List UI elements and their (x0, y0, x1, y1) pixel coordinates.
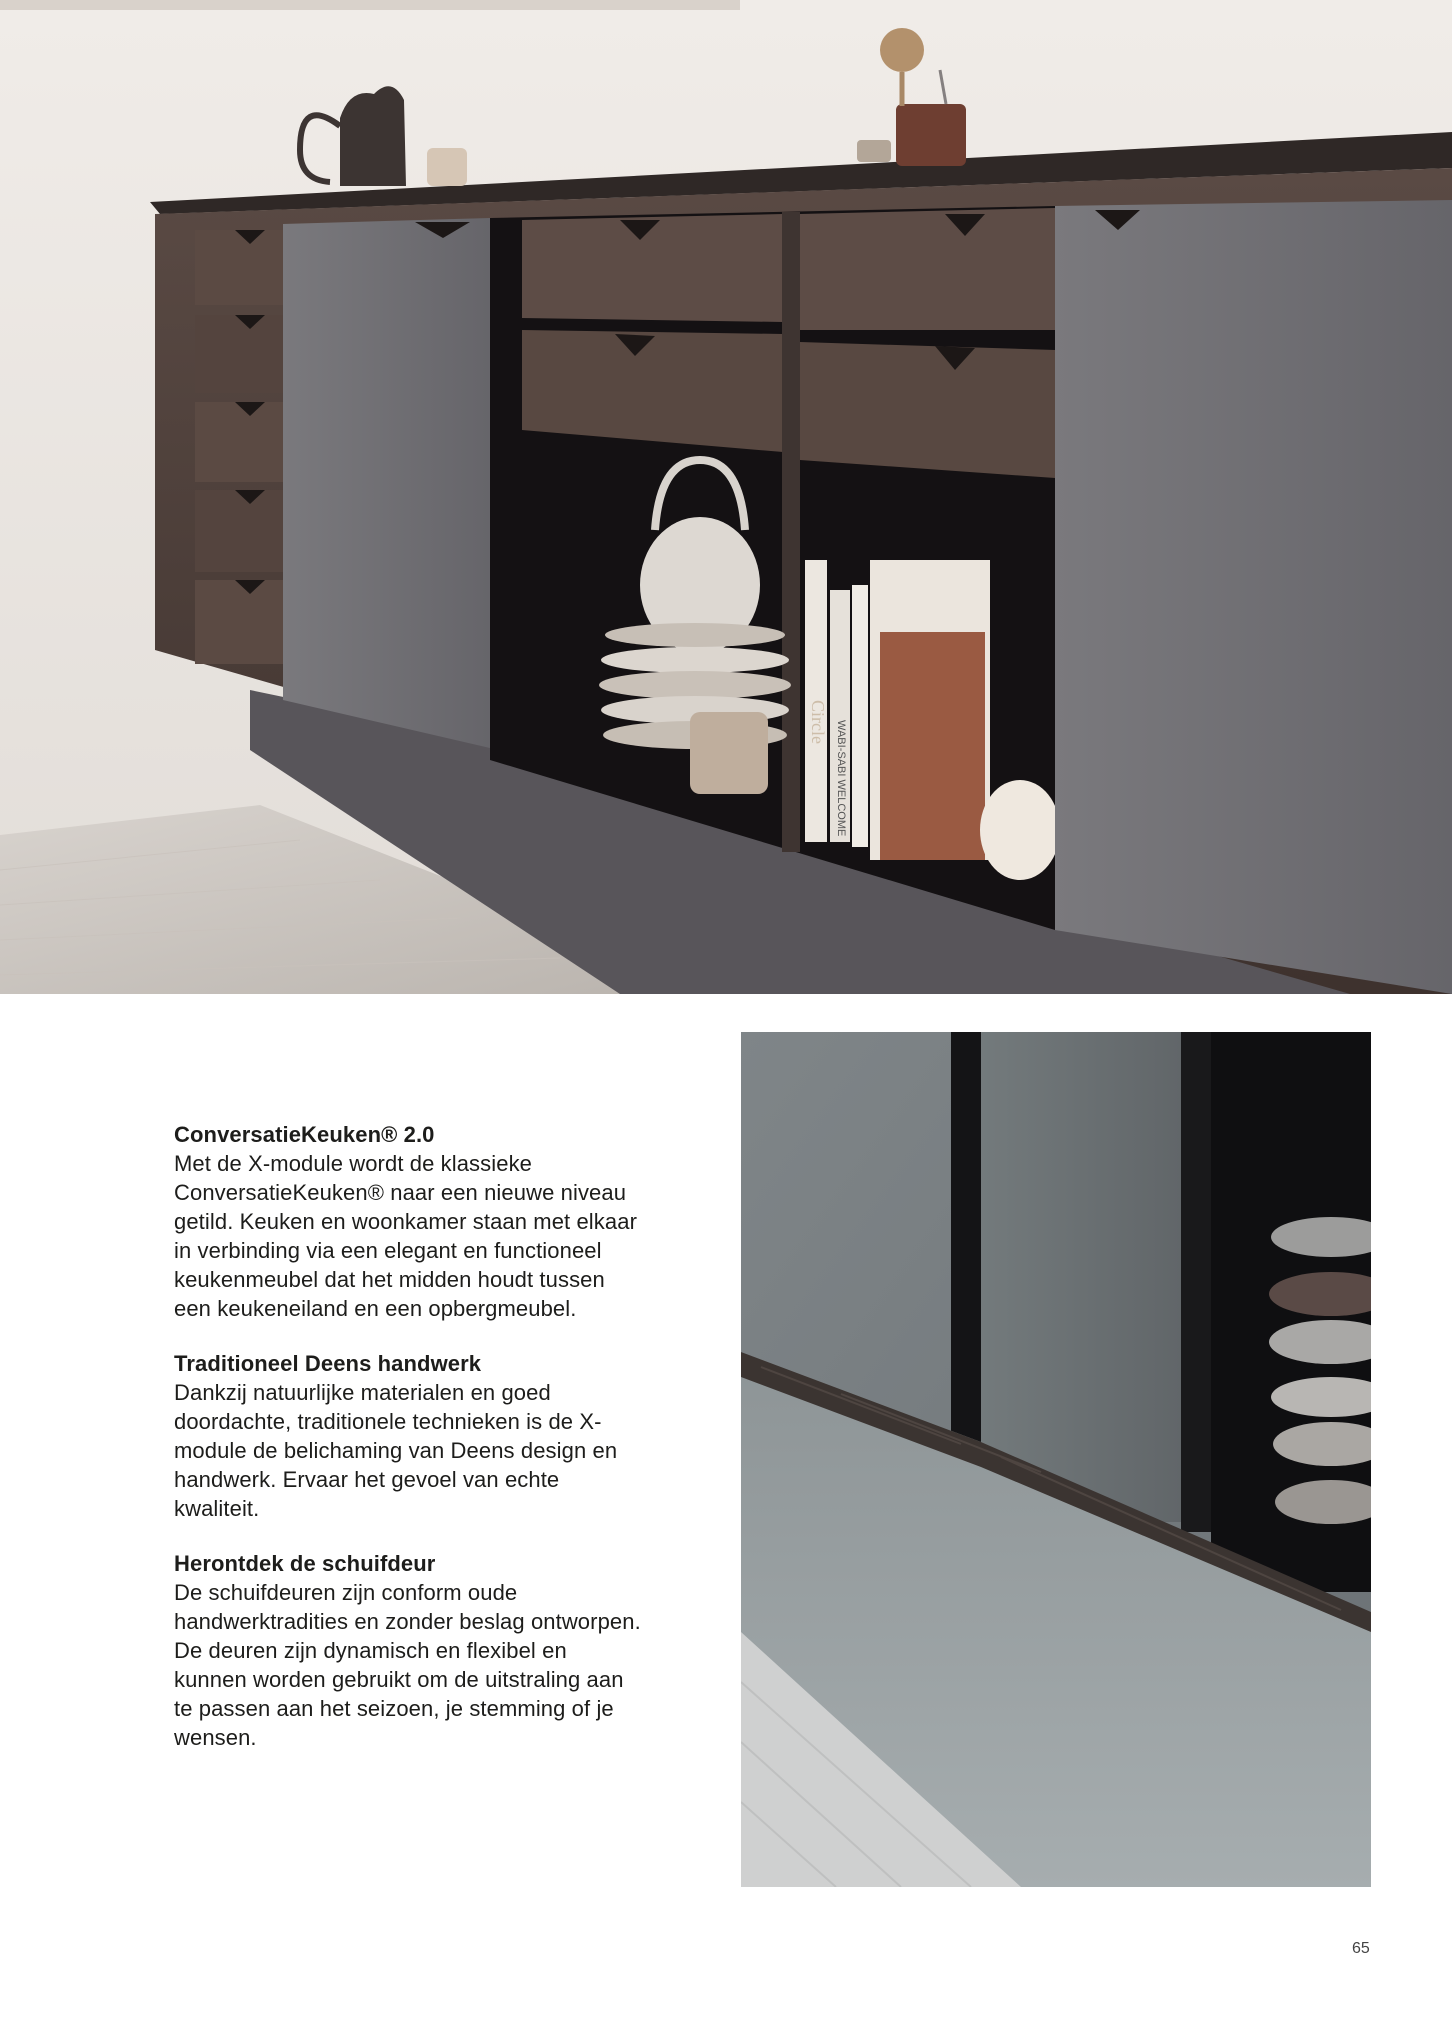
sliding-door-detail-photo (741, 1032, 1371, 1887)
section-deens-handwerk (174, 1349, 644, 1523)
kitchen-sideboard-photo (0, 0, 1452, 994)
left-drawers (195, 230, 285, 664)
books (805, 560, 990, 860)
section-body: Met de X-module wordt de klassieke ConversatieKeuken® naar een nieuwe niveau getild. Keuken en woonkamer staan met elkaar in verbinding via een elegant en functioneel keukenmeubel dat het midden houdt tussen een keukeneiland en een opbergmeubel. (174, 1151, 637, 1321)
section-heading: Herontdek de schuifdeur (174, 1551, 436, 1576)
book-spine-circle: Circle (808, 700, 828, 744)
detail-photo (741, 1032, 1371, 1887)
section-heading: ConversatieKeuken® 2.0 (174, 1122, 435, 1147)
section-heading: Traditioneel Deens handwerk (174, 1351, 482, 1376)
section-schuifdeur (174, 1549, 644, 1752)
section-body: De schuifdeuren zijn conform oude handwerktradities en zonder beslag ontworpen. De deuren zijn dynamisch en flexibel en kunnen worden gebruikt om de uitstraling aan te passen aan het seizoen, je stemming of je wensen. (174, 1580, 641, 1750)
hero-photo (0, 0, 1452, 994)
article-text (174, 1120, 644, 1778)
section-body: Dankzij natuurlijke materialen en goed doordachte, traditionele technieken is de X-module de belichaming van Deens design en handwerk. Ervaar het gevoel van echte kwaliteit. (174, 1380, 618, 1521)
book-spine-wabi-sabi: WABI-SABI WELCOME (835, 720, 847, 837)
page-number: 65 (1352, 1940, 1370, 1957)
section-conversatiekeuken (174, 1120, 644, 1323)
